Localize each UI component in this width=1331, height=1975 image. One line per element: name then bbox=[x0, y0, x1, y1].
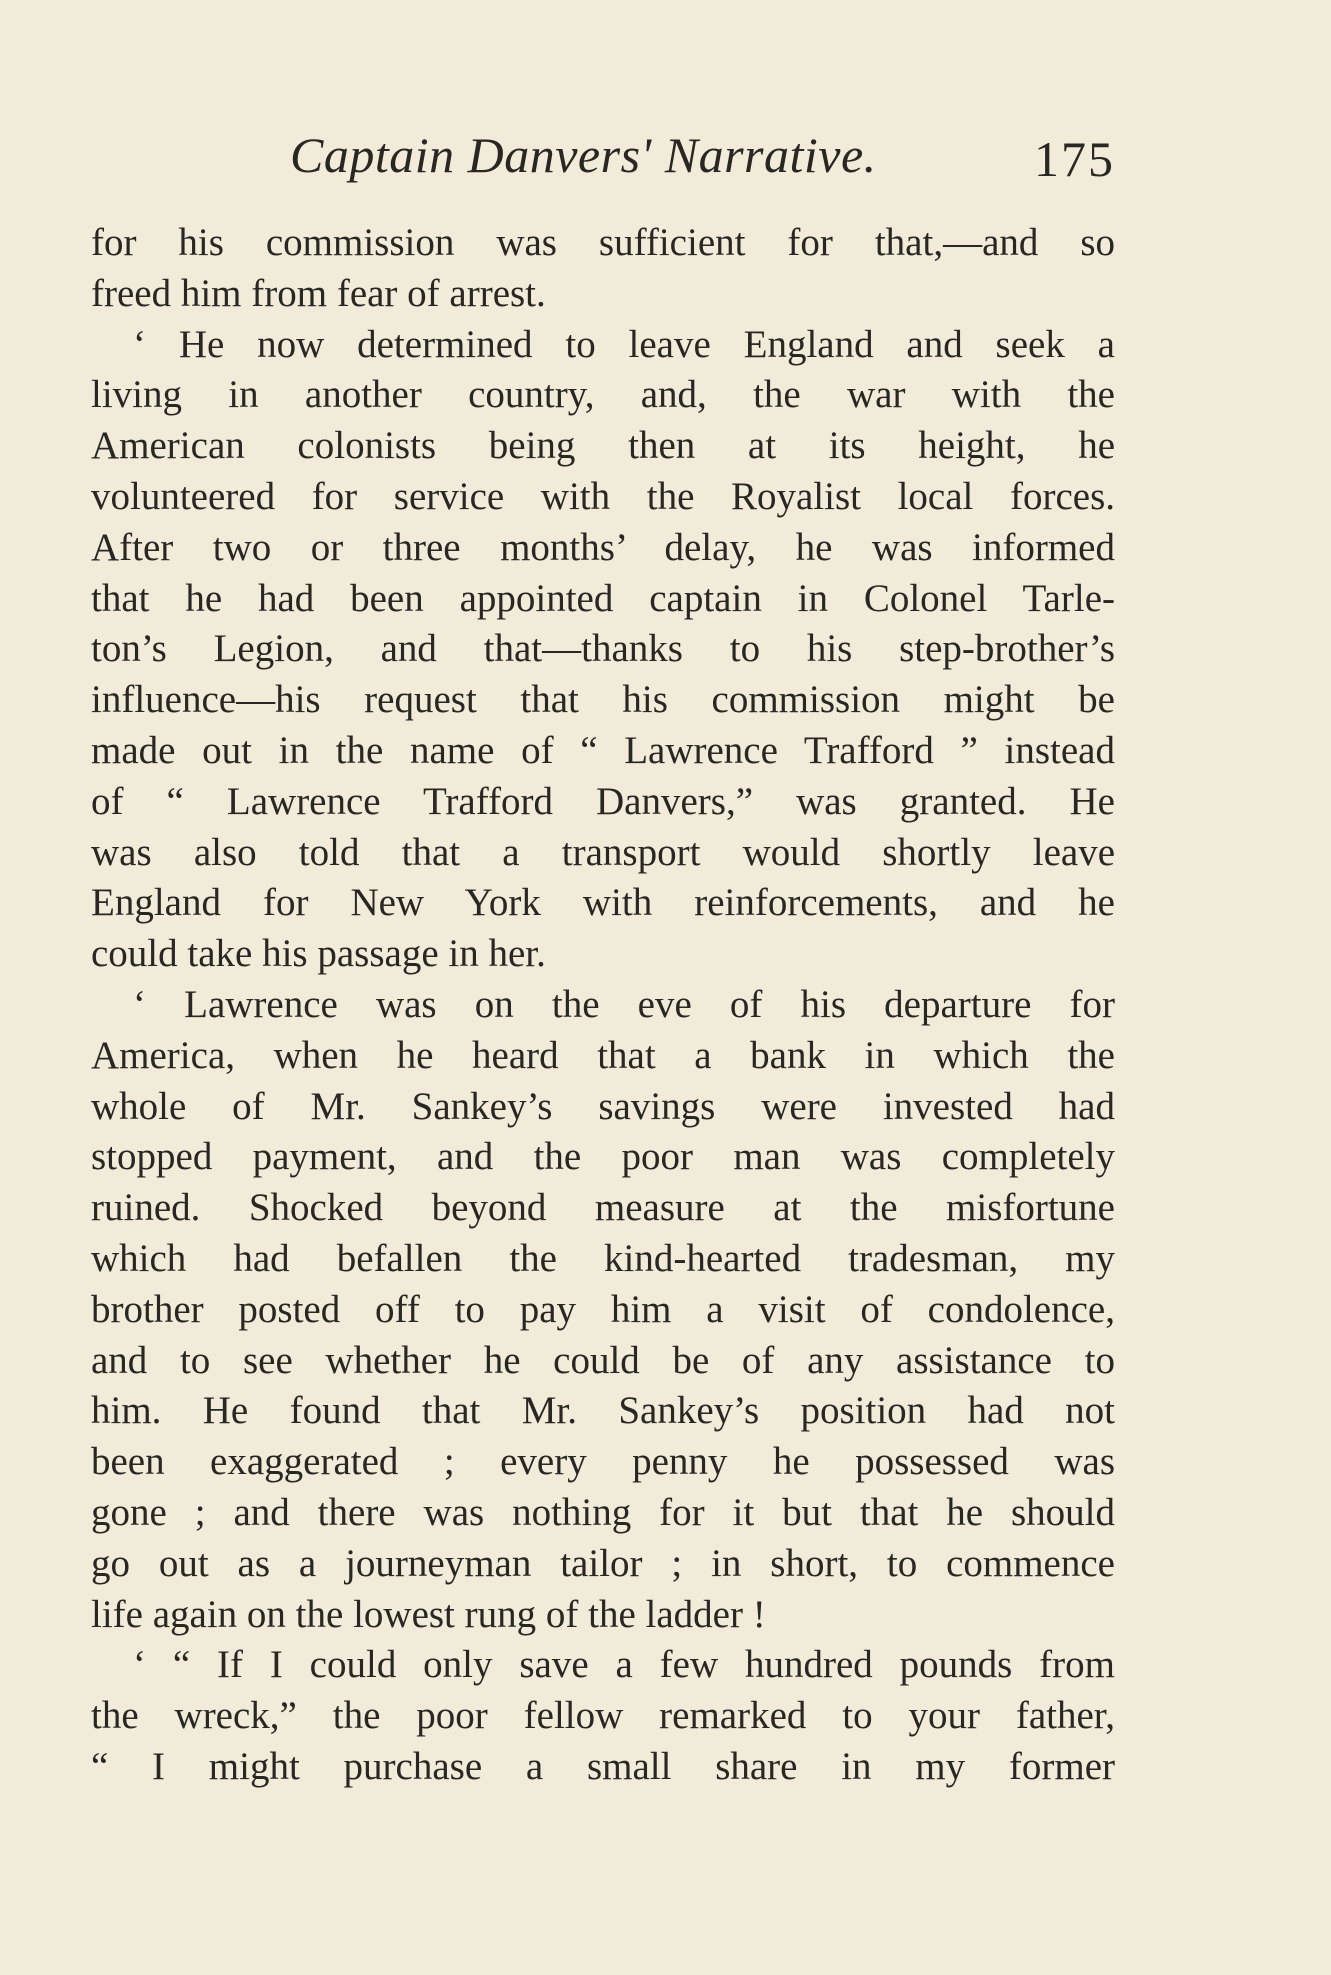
text-line: and to see whether he could be of any assistance to bbox=[91, 1338, 1115, 1382]
text-line: been exaggerated ; every penny he possessed was bbox=[91, 1440, 1115, 1484]
running-head bbox=[90, 120, 1115, 190]
text-line: ‘ “ If I could only save a few hundred pounds from bbox=[133, 1643, 1115, 1687]
body-text bbox=[91, 218, 1115, 1793]
text-line: for his commission was sufficient for that,—and so bbox=[91, 221, 1115, 264]
text-line: gone ; and there was nothing for it but that he should bbox=[91, 1490, 1115, 1534]
text-line: could take his passage in her. bbox=[91, 932, 546, 976]
text-line: the wreck,” the poor fellow remarked to your father, bbox=[91, 1694, 1115, 1738]
text-line: After two or three months’ delay, he was informed bbox=[91, 525, 1115, 569]
text-line: which had befallen the kind-hearted tradesman, my bbox=[91, 1236, 1115, 1280]
text-line: “ I might purchase a small share in my former bbox=[91, 1744, 1115, 1788]
text-line: America, when he heard that a bank in which the bbox=[91, 1033, 1115, 1077]
text-line: go out as a journeyman tailor ; in short, to commence bbox=[91, 1541, 1115, 1585]
text-line: freed him from fear of arrest. bbox=[91, 271, 546, 315]
text-line: whole of Mr. Sankey’s savings were invested had bbox=[91, 1084, 1115, 1128]
text-line: was also told that a transport would shortly leave bbox=[91, 830, 1115, 874]
text-line: him. He found that Mr. Sankey’s position had not bbox=[91, 1389, 1115, 1433]
text-line: ‘ He now determined to leave England and seek a bbox=[133, 322, 1115, 366]
text-line: ruined. Shocked beyond measure at the misfortune bbox=[91, 1186, 1115, 1230]
text-line: life again on the lowest rung of the ladder ! bbox=[91, 1592, 766, 1636]
text-line: stopped payment, and the poor man was completely bbox=[91, 1135, 1115, 1179]
text-line: that he had been appointed captain in Colonel Tarle- bbox=[91, 576, 1115, 620]
page-number: 175 bbox=[1034, 131, 1115, 187]
text-line: volunteered for service with the Royalist local forces. bbox=[91, 474, 1115, 518]
text-line: living in another country, and, the war with the bbox=[91, 373, 1115, 417]
text-line: American colonists being then at its height, he bbox=[91, 424, 1115, 468]
text-line: England for New York with reinforcements, and he bbox=[91, 881, 1115, 925]
text-line: made out in the name of “ Lawrence Trafford ” instead bbox=[91, 728, 1115, 772]
text-line: ton’s Legion, and that—thanks to his step-brother’s bbox=[91, 627, 1115, 671]
text-line: ‘ Lawrence was on the eve of his departure for bbox=[133, 982, 1115, 1026]
text-line: brother posted off to pay him a visit of condolence, bbox=[91, 1287, 1115, 1331]
text-line: influence—his request that his commission might be bbox=[91, 678, 1115, 722]
running-title: Captain Danvers' Narrative. bbox=[290, 127, 877, 183]
text-line: of “ Lawrence Trafford Danvers,” was granted. He bbox=[91, 779, 1115, 823]
